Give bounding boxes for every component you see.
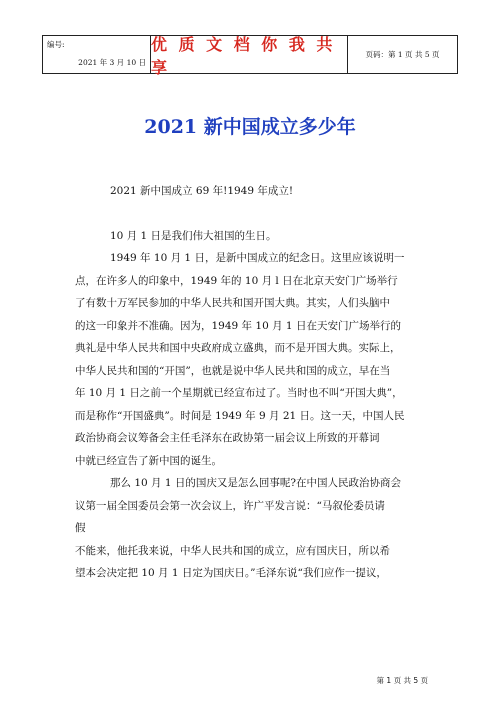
text-line: 的这一印象并不准确。因为，1949 年 10 月 1 日在天安门广场举行的 <box>75 319 401 332</box>
text-line: 点，在许多人的印象中，1949 年的 10 月 l 日在北京天安门广场举行 <box>75 274 398 287</box>
text-line: 议第一届全国委员会第一次会议上，许广平发言说：“马叙伦委员请 <box>75 499 385 512</box>
doc-number-label: 编号: <box>47 40 65 49</box>
header-table <box>42 34 458 77</box>
text-line: 而是称作“开国盛典”。时间是 1949 年 9 月 21 日。这一天，中国人民 <box>75 409 405 422</box>
text-line: 那么 10 月 1 日的国庆又是怎么回事呢?在中国人民政治协商会 <box>110 477 402 489</box>
paragraph-2: 10 月 1 日是我们伟大祖国的生日。 <box>110 229 277 242</box>
text-line: 中华人民共和国的“开国”，也就是说中华人民共和国的成立，早在当 <box>75 364 391 377</box>
page-title: 2021 新中国成立多少年 <box>144 116 356 138</box>
page-footer: 第 1 页 共 5 页 <box>376 676 428 685</box>
text-line: 望本会决定把 10 月 1 日定为国庆日。”毛泽东说“我们应作一提议， <box>75 567 387 579</box>
text-line: 政治协商会议筹备会主任毛泽东在政协第一届会议上所致的开幕词 <box>75 432 380 444</box>
header-banner: 优 质 文 档 你 我 共 享 <box>151 36 348 73</box>
text-line: 假 <box>75 522 86 534</box>
text-line: 1949 年 10 月 1 日，是新中国成立的纪念日。这里应该说明一 <box>110 252 405 264</box>
paragraph-4 <box>75 472 425 585</box>
doc-date: 2021 年 3 月 10 日 <box>78 58 146 67</box>
header-page-info: 页码：第 1 页 共 5 页 <box>365 50 440 59</box>
text-line: 年 10 月 1 日之前一个星期就已经宣布过了。当时也不叫“开国大典”， <box>75 387 403 399</box>
text-line: 典礼是中华人民共和国中央政府成立盛典，而不是开国大典。实际上， <box>75 342 401 354</box>
text-line: 不能来，他托我来说，中华人民共和国的成立，应有国庆日，所以希 <box>75 544 390 557</box>
header-meta-cell <box>43 36 151 73</box>
text-line: 了有数十万军民参加的中华人民共和国开国大典。其实，人们头脑中 <box>75 297 390 309</box>
text-line: 中就已经宣告了新中国的诞生。 <box>75 454 222 467</box>
document-body <box>75 180 425 585</box>
paragraph-1: 2021 新中国成立 69 年!1949 年成立! <box>110 185 294 197</box>
paragraph-3 <box>75 247 425 472</box>
